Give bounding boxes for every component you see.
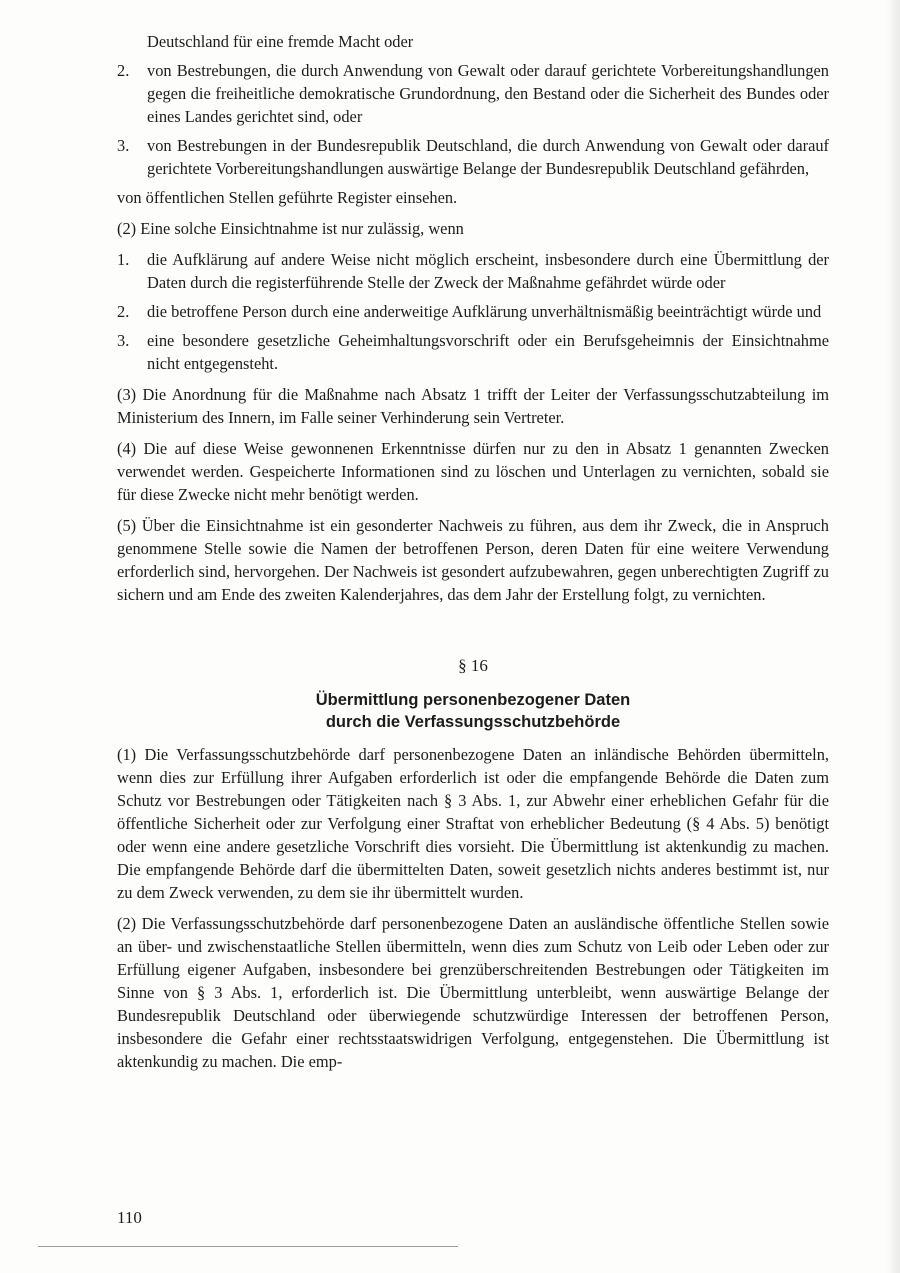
list-item-text: von Bestrebungen, die durch Anwendung von Gewalt oder darauf gerichtete Vorbereitungshandlungen gegen die freiheitliche demokratische Grundordnung, den Bestand oder die Sicherheit des Bundes oder eines Landes gerichtet sind, oder bbox=[147, 61, 829, 126]
scan-edge-shadow bbox=[886, 0, 900, 1273]
document-body bbox=[117, 30, 829, 1073]
list-item-text: von Bestrebungen in der Bundesrepublik Deutschland, die durch Anwendung von Gewalt oder darauf gerichtete Vorbereitungshandlungen auswärtige Belange der Bundesrepublik Deutschland gefährden, bbox=[147, 136, 829, 178]
list-item-text: die betroffene Person durch eine anderweitige Aufklärung unverhältnismäßig beeinträchtigt würde und bbox=[147, 302, 822, 321]
list-item bbox=[117, 329, 829, 375]
paragraph-2-intro: (2) Eine solche Einsichtnahme ist nur zulässig, wenn bbox=[117, 219, 464, 238]
list-item bbox=[117, 300, 829, 323]
list-item-text: die Aufklärung auf andere Weise nicht möglich erscheint, insbesondere durch eine Übermittlung der Daten durch die registerführende Stelle der Zweck der Maßnahme gefährdet würde oder bbox=[147, 250, 829, 292]
section-title bbox=[117, 689, 829, 733]
paragraph-3: (3) Die Anordnung für die Maßnahme nach Absatz 1 trifft der Leiter der Verfassungsschutzabteilung im Ministerium des Innern, im Falle seiner Verhinderung sein Vertreter. bbox=[117, 385, 829, 427]
section-16-paragraph-1: (1) Die Verfassungsschutzbehörde darf personenbezogene Daten an inländische Behörden übermitteln, wenn dies zur Erfüllung ihrer Aufgaben erforderlich ist oder die empfangende Behörde die Daten zum Schutz vor Bestrebungen oder Tätigkeiten nach § 3 Abs. 1, zur Abwehr einer erheblichen Gefahr für die öffentliche Sicherheit oder zur Verfolgung einer Straftat von erheblicher Bedeutung (§ 4 Abs. 5) benötigt oder wenn eine andere gesetzliche Vorschrift dies vorsieht. Die Übermittlung ist aktenkundig zu machen. Die empfangende Behörde darf die übermittelten Daten, soweit gesetzlich nichts anderes bestimmt ist, nur zu dem Zweck verwenden, zu dem sie ihr übermittelt wurden. bbox=[117, 745, 829, 902]
section-title-line-1: Übermittlung personenbezogener Daten bbox=[315, 691, 631, 709]
list-item-number: 2. bbox=[117, 61, 130, 80]
list-item-number: 3. bbox=[117, 136, 130, 155]
paragraph-5: (5) Über die Einsichtnahme ist ein gesonderter Nachweis zu führen, aus dem ihr Zweck, die in Anspruch genommene Stelle sowie die Namen der betroffenen Person, deren Daten für eine weitere Verwendung erforderlich sind, hervorgehen. Der Nachweis ist gesondert aufzubewahren, gegen unberechtigten Zugriff zu sichern und am Ende des zweiten Kalenderjahres, das dem Jahr der Erstellung folgt, zu vernichten. bbox=[117, 516, 829, 604]
section-16-paragraph-2: (2) Die Verfassungsschutzbehörde darf personenbezogene Daten an ausländische öffentliche Stellen sowie an über- und zwischenstaatliche Stellen übermitteln, wenn dies zum Schutz von Leib oder Leben oder zur Erfüllung eigener Aufgaben, insbesondere bei grenzüberschreitenden Bestrebungen oder Tätigkeiten im Sinne von § 3 Abs. 1, erforderlich ist. Die Übermittlung unterbleibt, wenn auswärtige Belange der Bundesrepublik Deutschland oder überwiegende schutzwürdige Interessen der betroffenen Person, insbesondere die Gefahr einer rechtsstaatswidrigen Verfolgung, entgegenstehen. Die Übermittlung ist aktenkundig zu machen. Die emp- bbox=[117, 914, 829, 1071]
section-number: § 16 bbox=[458, 656, 488, 675]
list-item-number: 1. bbox=[117, 250, 130, 269]
continuation-line: Deutschland für eine fremde Macht oder bbox=[147, 32, 414, 51]
list-item-text: eine besondere gesetzliche Geheimhaltungsvorschrift oder ein Berufsgeheimnis der Einsichtnahme nicht entgegensteht. bbox=[147, 331, 829, 373]
bottom-rule bbox=[38, 1246, 458, 1247]
list-item bbox=[117, 134, 829, 180]
list-item-number: 2. bbox=[117, 302, 130, 321]
section-title-line-2: durch die Verfassungsschutzbehörde bbox=[325, 713, 621, 731]
list-item-number: 3. bbox=[117, 331, 130, 350]
paragraph-4: (4) Die auf diese Weise gewonnenen Erkenntnisse dürfen nur zu den in Absatz 1 genannten Zwecken verwendet werden. Gespeicherte Informationen sind zu löschen und Unterlagen zu vernichten, sobald sie für diese Zwecke nicht mehr benötigt werden. bbox=[117, 439, 829, 504]
register-line: von öffentlichen Stellen geführte Register einsehen. bbox=[117, 188, 458, 207]
list-item bbox=[117, 59, 829, 128]
list-item bbox=[117, 248, 829, 294]
page-number: 110 bbox=[117, 1208, 142, 1227]
